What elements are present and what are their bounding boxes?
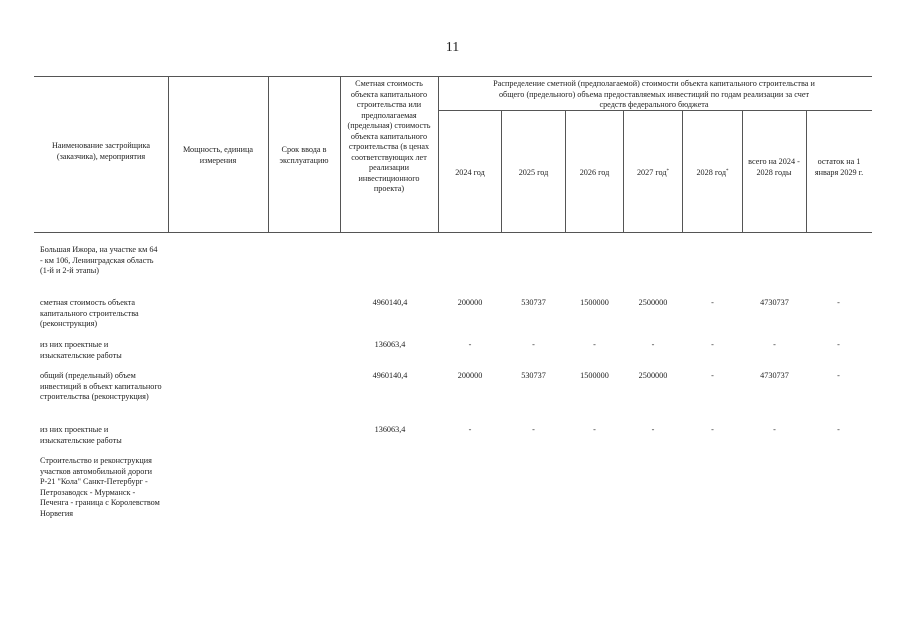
header-distribution: Распределение сметной (предполагаемой) стоимости объекта капитального строительства и общего (предельного) объема предоставляемых инвестиций по годам реализации за счет средств федерального бюджета	[493, 79, 815, 109]
header-2024: 2024 год	[455, 168, 485, 177]
value-2024: 200000	[457, 371, 483, 380]
value-2024: -	[468, 340, 472, 349]
value-remainder: -	[837, 425, 840, 434]
footnote-mark: *	[726, 169, 729, 174]
value-total: 4730737	[760, 298, 789, 307]
header-capacity: Мощность, единица измерения	[182, 145, 254, 165]
value-2028: -	[711, 298, 714, 307]
header-2025: 2025 год	[518, 168, 549, 177]
col-divider	[340, 76, 341, 232]
value-remainder: -	[837, 340, 840, 349]
value-2027: -	[651, 340, 655, 349]
value-2024: 200000	[457, 298, 483, 307]
value-2026: 1500000	[580, 371, 609, 380]
col-divider	[742, 110, 743, 232]
value-2025: -	[532, 340, 535, 349]
section-title: Большая Ижора, на участке км 64 - км 106, Ленинградская область (1-й и 2-й этапы)	[40, 245, 158, 275]
header-2026: 2026 год	[579, 168, 610, 177]
value-2027: -	[651, 425, 655, 434]
header-total: всего на 2024 - 2028 годы	[748, 157, 800, 177]
value-2024: -	[468, 425, 472, 434]
value-2025: 530737	[521, 298, 546, 307]
value-2027: 2500000	[638, 371, 668, 380]
value-2026: -	[593, 425, 596, 434]
value-total: 4730737	[760, 371, 789, 380]
value-total: -	[773, 340, 776, 349]
value-2027: 2500000	[638, 298, 668, 307]
row-label: сметная стоимость объекта капитального строительства (реконструкция)	[40, 298, 139, 328]
value-2026: 1500000	[580, 298, 609, 307]
cost-value: 4960140,4	[372, 371, 408, 380]
value-2026: -	[593, 340, 596, 349]
value-2025: 530737	[521, 371, 546, 380]
cost-value: 4960140,4	[372, 298, 408, 307]
header-name: Наименование застройщика (заказчика), мероприятия	[52, 141, 150, 161]
cost-value: 136063,4	[374, 425, 406, 434]
header-term: Срок ввода в эксплуатацию	[279, 145, 329, 165]
cost-value: 136063,4	[374, 340, 406, 349]
header-2027: 2027 год*	[636, 168, 670, 177]
section-title: Строительство и реконструкция участков автомобильной дороги Р-21 "Кола" Санкт-Петербург - Петрозаводск - Мурманск - Печенга - граница с Королевством Норвегия	[40, 456, 160, 518]
header-bottom-border	[34, 232, 872, 233]
col-divider	[806, 110, 807, 232]
header-cost: Сметная стоимость объекта капитального строительства или предполагаемая (предельная) стоимость объекта капитального строительства (в ценах соответствующих лет реализации инвестиционного проекта)	[347, 79, 431, 193]
row-label: из них проектные и изыскательские работы	[40, 340, 122, 360]
value-remainder: -	[837, 298, 840, 307]
page-number: 11	[445, 40, 460, 55]
col-divider	[438, 76, 439, 232]
table-top-border	[34, 76, 872, 77]
footnote-mark: *	[666, 169, 670, 174]
row-label: общий (предельный) объем инвестиций в объект капитального строительства (реконструкция)	[40, 371, 162, 401]
value-remainder: -	[837, 371, 840, 380]
col-divider	[168, 76, 169, 232]
value-2025: -	[532, 425, 535, 434]
value-2028: -	[711, 340, 714, 349]
value-2028: -	[711, 425, 714, 434]
value-total: -	[773, 425, 776, 434]
header-remainder: остаток на 1 января 2029 г.	[814, 157, 864, 177]
col-divider	[268, 76, 269, 232]
value-2028: -	[711, 371, 714, 380]
row-label: из них проектные и изыскательские работы	[40, 425, 122, 445]
header-2028: 2028 год*	[696, 168, 729, 177]
